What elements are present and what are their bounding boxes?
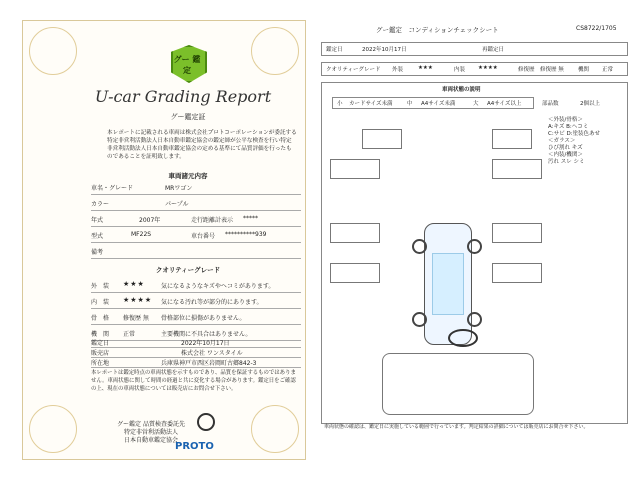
note-box [330,159,380,179]
quality-exterior [91,277,301,293]
tyre-icon [467,312,482,327]
intro-text: 本レポートに記載される車両は株式会社プロトコーポレーションが委託する特定非営利活動法人日本自動車鑑定協会の鑑定師が公平な検査を行い特定非営利活動法人日本自動車鑑定協会の定める基準にて品質評価を行ったものであることを証明致します。 [107,130,297,160]
quality-interior [91,293,301,309]
parts-label: 部品数 [542,101,559,107]
state-title: 車両状態の説明 [442,87,481,93]
legend: ＜外装/骨格＞ A:キズ B:ヘコミ C:サビ D:塗装色あせ ＜ガラス＞ ひび割れ キズ ＜内装/機関＞ 汚れ スレ シミ [548,117,601,165]
jaaa-emblem [197,413,215,431]
car-glass [432,253,464,315]
label: クオリティーグレード [326,67,381,73]
label: 型式 [91,233,104,240]
label: 年式 [91,217,104,224]
desc: 気になる汚れ等が部分的にあります。 [161,299,263,306]
label: 骨 格 [91,315,110,322]
corner-ornament [29,405,77,453]
size: 小 [337,101,343,107]
grading-report-certificate [22,20,306,460]
disclaimer-note: 本レポートは鑑定時点の車両状態を示すものであり、品質を保証するものではありません。車両状態に関して時間の経過と共に変化する場合があります。鑑定日をご確認の上、現在の車両状態については販売店にお問合せ下さい。 [91,370,296,392]
note-box [362,129,402,149]
tyre-icon [467,239,482,254]
value: パープル [165,201,189,208]
footer-text: グー鑑定 品質検査委託先 特定非営利活動法人 日本自動車鑑定協会 [117,421,185,444]
tyre-icon [412,239,427,254]
car-diagram-interior [382,353,534,415]
sheet-header: グー鑑定 コンディションチェックシート [376,26,499,34]
size: A4サイズ未満 [421,101,456,107]
engine-val: 正常 [602,67,614,73]
value: 2022年10月17日 [362,47,407,53]
vehicle-section-title: 車両諸元内容 [168,172,208,180]
desc: 主要機関に不具合はありません。 [161,331,252,338]
row-address [91,357,301,368]
label: 内 装 [91,299,110,306]
extra-value: **********939 [225,231,267,238]
state-panel [321,82,628,424]
row-model [91,227,301,243]
extra-label: 走行距離計表示 [191,217,234,224]
bottom-note: 車両状態の確認は、鑑定日に実施している範囲で行っています。判定結果の詳細については販売店にお問合せ下さい。 [324,424,589,430]
recheck-label: 再鑑定日 [482,47,505,53]
size: A4サイズ以上 [487,101,522,107]
value: 2007年 [139,217,161,224]
note-box [492,223,542,243]
row-remarks [91,243,301,259]
note-box [330,223,380,243]
size-legend [332,97,534,109]
int-label: 内装 [454,67,466,73]
label: 鑑定日 [91,340,110,347]
tyre-icon [412,312,427,327]
note-box [492,159,542,179]
proto-logo: PROTO [175,441,214,452]
row-color [91,195,301,211]
corner-ornament [251,27,299,75]
label: カラー [91,201,110,208]
note-box [492,263,542,283]
size: 中 [407,101,413,107]
desc: 気になるようなキズやヘコミがあります。 [161,283,275,290]
value: 株式会社 ワンスタイル [181,350,243,357]
note-box [492,129,532,149]
row-name [91,179,301,195]
label: 所在地 [91,360,110,367]
extra-value: ***** [243,215,258,222]
label: 機 関 [91,331,110,338]
value: MRワゴン [165,185,193,192]
sheet-code: CS8722/1705 [576,25,617,32]
stars: ★★★★ [123,296,153,304]
desc: 骨格部位に損傷がありません。 [161,315,246,322]
value: 2022年10月17日 [181,340,230,347]
steering-wheel-icon [448,329,478,347]
extra-label: 車台番号 [191,233,216,240]
date-row [321,42,628,56]
corner-ornament [29,27,77,75]
quality-frame [91,309,301,325]
engine-label: 機関 [578,67,590,73]
report-title: U-car Grading Report [94,87,272,106]
repair-label: 修復歴 [518,67,535,73]
size: カードサイズ未満 [349,101,393,107]
car-diagram-top [412,223,482,343]
stars: ★★★ [123,280,145,288]
label: 鑑定日 [326,47,343,53]
note-box [330,263,380,283]
ext-val: ★★★ [418,65,433,71]
value: 兵庫県神戸市西区岩岡町古郷842-3 [161,360,257,367]
condition-check-sheet [316,20,634,460]
size: 大 [473,101,479,107]
parts-val: 2個以上 [580,101,600,107]
int-val: ★★★★ [478,65,498,71]
label: 販売店 [91,350,110,357]
certificate-title: グー鑑定証 [170,113,206,121]
ext-label: 外装 [392,67,404,73]
value: 正常 [123,331,136,338]
value: 修復歴 無 [123,315,149,322]
label: 備考 [91,249,104,256]
value: MF22S [131,231,152,238]
row-year [91,211,301,227]
quality-row [321,62,628,76]
label: 外 装 [91,283,110,290]
label: 車名・グレード [91,185,134,192]
quality-title: クオリティーグレード [155,266,221,274]
repair-val: 修復歴 無 [540,67,564,73]
logo-text: グー 鑑定 [173,55,201,75]
corner-ornament [251,405,299,453]
